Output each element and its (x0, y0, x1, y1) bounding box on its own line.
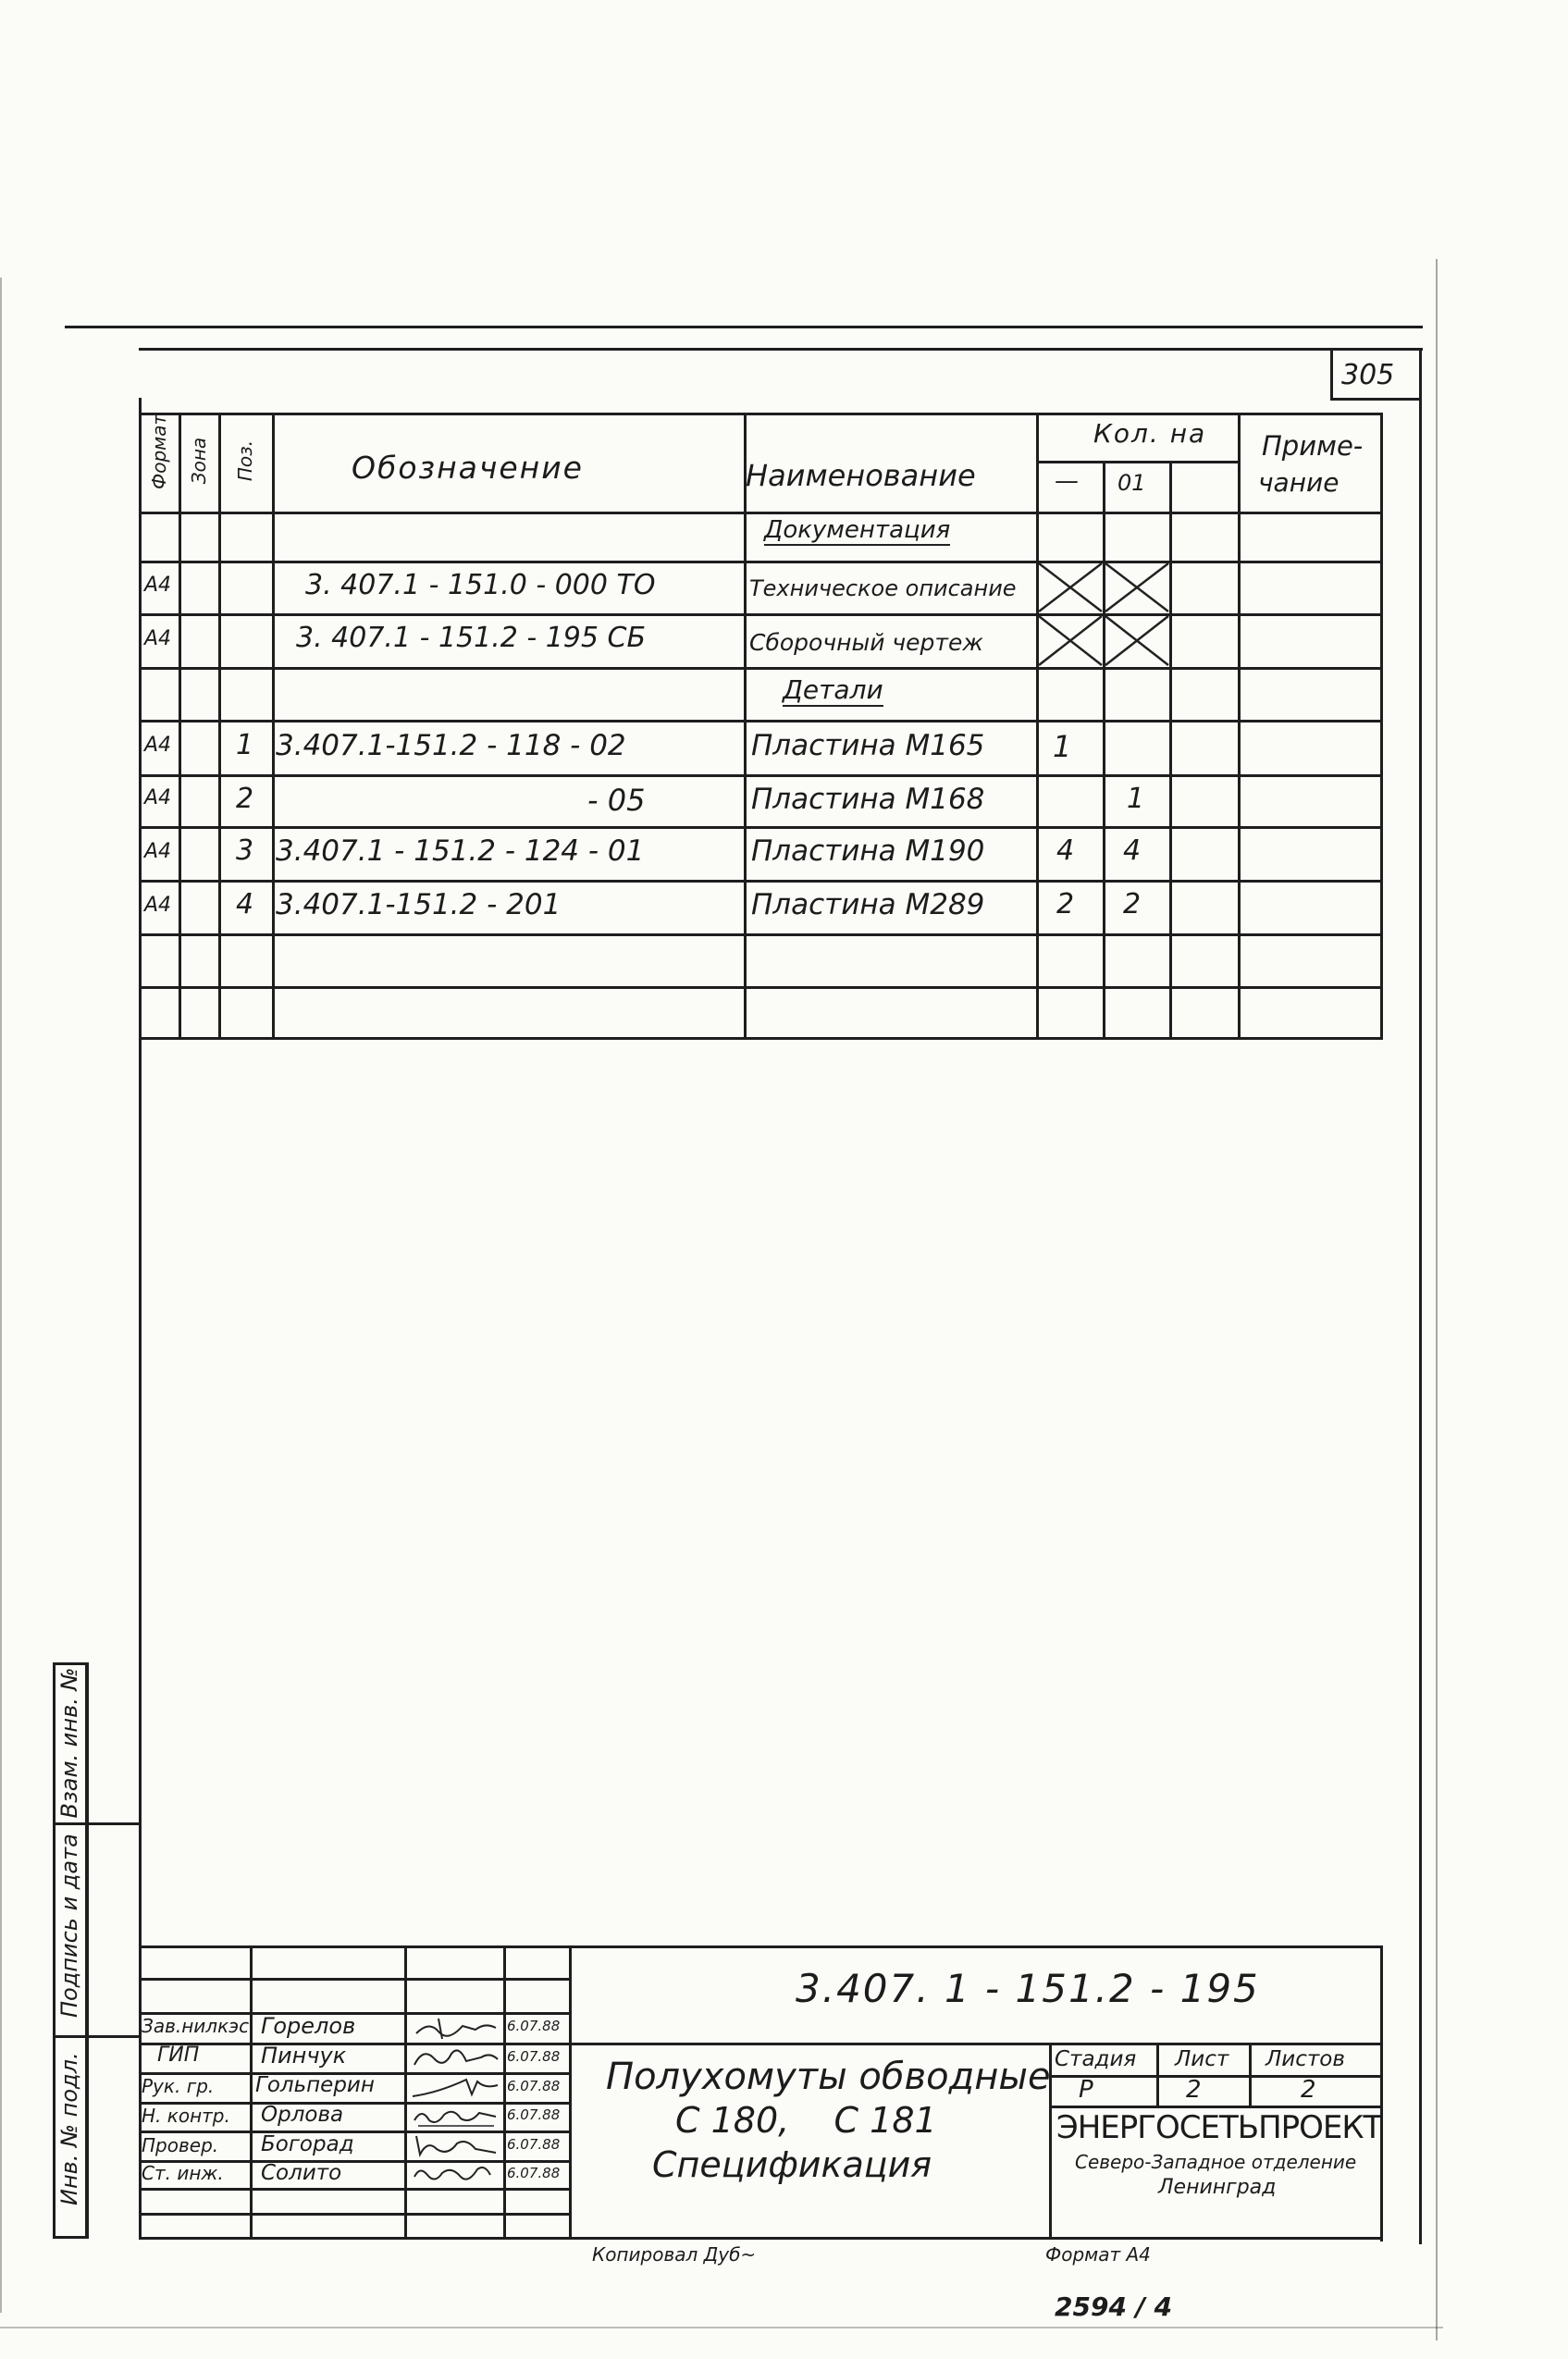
row-qty-2: 1 (1127, 783, 1145, 815)
signature-scribble (411, 2072, 500, 2100)
staff-date: 6.07.88 (507, 2078, 561, 2094)
row-qty-1: 2 (1056, 888, 1075, 920)
staff-name: Гольперин (255, 2073, 375, 2097)
title-line-3: Спецификация (652, 2144, 932, 2185)
staff-date: 6.07.88 (507, 2106, 561, 2123)
qty-sub-line (1036, 461, 1238, 463)
tb-line (139, 2213, 571, 2216)
sheet-value: 2 (1186, 2076, 1202, 2104)
section-documentation: Документация (764, 516, 951, 544)
col-line-qty (1238, 413, 1241, 1040)
scan-edge-right (1436, 259, 1438, 2340)
sheets-value: 2 (1301, 2076, 1316, 2104)
tb-line (139, 2188, 571, 2191)
signature-scribble (411, 2131, 500, 2158)
staff-date: 6.07.88 (507, 2048, 561, 2065)
signature-scribble (411, 2013, 500, 2041)
staff-name: Пинчук (261, 2043, 347, 2069)
header-qty-dash: — (1055, 467, 1079, 495)
staff-name: Солито (261, 2161, 342, 2185)
row-name: Пластина М289 (751, 888, 985, 921)
spec-table (139, 413, 1383, 1040)
row-line (139, 720, 1383, 723)
row-line (139, 986, 1383, 989)
header-qty-01: 01 (1117, 470, 1146, 496)
scan-edge-bottom (0, 2327, 1443, 2328)
row-format: А4 (144, 894, 172, 917)
sheets-label: Листов (1266, 2047, 1345, 2071)
doc-code: 3.407. 1 - 151.2 - 195 (796, 1966, 1260, 2011)
tb-line (139, 2131, 571, 2133)
staff-name: Орлова (261, 2103, 344, 2127)
row-designation: 3. 407.1 - 151.0 - 000 ТО (305, 569, 656, 601)
row-qty-1: 4 (1056, 834, 1075, 867)
signature-scribble (411, 2160, 500, 2188)
header-name: Наименование (746, 458, 976, 493)
staff-role: Провер. (142, 2134, 219, 2156)
row-name: Сборочный чертеж (749, 629, 983, 656)
side-sign-date: Подпись и дата (56, 1834, 82, 2018)
footer-copied: Копировал Дуб~ (592, 2243, 757, 2266)
header-note-1: Приме- (1262, 430, 1364, 462)
staff-role: Н. контр. (142, 2105, 230, 2127)
header-zone: Зона (188, 437, 210, 485)
col-line-pos (272, 413, 275, 1040)
row-line (139, 880, 1383, 883)
row-line (139, 933, 1383, 936)
row-format: А4 (144, 574, 172, 597)
side-stamp-divider (53, 1822, 141, 1825)
header-designation: Обозначение (352, 450, 584, 486)
col-line-q1 (1103, 463, 1105, 1040)
col-line-q2 (1169, 463, 1172, 1040)
staff-date: 6.07.88 (507, 2136, 561, 2153)
row-name: Пластина М165 (751, 729, 985, 762)
cross-mark (1037, 562, 1170, 613)
title-block-right (1380, 1945, 1383, 2242)
sheet-no-divider (1330, 348, 1333, 399)
sheet-number: 305 (1341, 359, 1395, 391)
stage-value: Р (1079, 2076, 1093, 2104)
col-line-name (1036, 413, 1039, 1040)
scan-edge-left (0, 278, 2, 2313)
signature-scribble (411, 2102, 500, 2130)
row-line (139, 613, 1383, 616)
footer-format: Формат А4 (1045, 2243, 1151, 2266)
row-format: А4 (144, 786, 172, 809)
header-pos: Поз. (234, 439, 256, 482)
staff-name: Горелов (261, 2013, 356, 2039)
row-name: Техническое описание (749, 575, 1017, 601)
title-line-1: Полухомуты обводные (606, 2056, 1051, 2098)
tb-col-role (250, 1945, 253, 2240)
row-pos: 2 (236, 783, 254, 815)
row-line (139, 826, 1383, 829)
tb-line (139, 1978, 571, 1981)
cross-mark (1037, 614, 1170, 667)
row-pos: 1 (236, 729, 254, 761)
row-qty-1: 1 (1053, 729, 1072, 764)
col-line-zone (218, 413, 221, 1040)
row-designation: - 05 (587, 783, 646, 818)
tb-col-sign (503, 1945, 506, 2240)
staff-role: Рук. гр. (142, 2075, 215, 2097)
row-format: А4 (144, 627, 172, 650)
stage-label: Стадия (1055, 2047, 1137, 2071)
side-stamp-divider (53, 2035, 141, 2038)
frame-top (139, 348, 1423, 351)
col-line-designation (744, 413, 747, 1040)
tb-col-date (569, 1945, 572, 2240)
row-line (139, 774, 1383, 777)
title-block-bottom (139, 2237, 1383, 2240)
row-designation: 3.407.1-151.2 - 118 - 02 (276, 729, 626, 762)
frame-top-outer (65, 326, 1423, 328)
row-qty-2: 4 (1123, 834, 1142, 867)
archive-number: 2594 / 4 (1055, 2291, 1173, 2322)
row-qty-2: 2 (1123, 888, 1142, 920)
staff-role: Ст. инж. (142, 2162, 224, 2184)
sheet-no-bottom (1330, 398, 1421, 401)
staff-date: 6.07.88 (507, 2165, 561, 2181)
col-line-format (179, 413, 181, 1040)
staff-date: 6.07.88 (507, 2018, 561, 2034)
row-designation: 3.407.1 - 151.2 - 124 - 01 (276, 834, 645, 868)
org-city: Ленинград (1158, 2176, 1277, 2199)
tb-stage-line (1049, 2075, 1382, 2078)
section-details: Детали (783, 674, 883, 705)
header-bottom (139, 512, 1383, 514)
staff-role: ГИП (157, 2044, 200, 2067)
tb-stage-line (1049, 2106, 1382, 2108)
header-qty: Кол. на (1093, 418, 1207, 449)
sheet-label: Лист (1175, 2047, 1229, 2071)
row-line (139, 667, 1383, 670)
org-branch: Северо-Западное отделение (1075, 2151, 1357, 2173)
row-pos: 4 (236, 888, 254, 920)
side-replace: Взам. инв. № (56, 1667, 82, 1819)
header-format: Формат (148, 414, 170, 489)
row-pos: 3 (236, 834, 254, 867)
title-block-top (139, 1945, 1383, 1948)
header-note-2: чание (1258, 467, 1340, 498)
staff-role: Зав.нилкэс (142, 2015, 250, 2037)
org-name: ЭНЕРГОСЕТЬПРОЕКТ (1056, 2109, 1382, 2146)
side-inv-no: Инв. № подл. (56, 2052, 82, 2205)
row-name: Пластина М168 (751, 783, 985, 816)
row-format: А4 (144, 734, 172, 757)
row-name: Пластина М190 (751, 834, 985, 868)
side-stamp-inner (86, 1662, 89, 2239)
staff-name: Богорад (261, 2132, 354, 2156)
signature-scribble (411, 2043, 500, 2070)
frame-right (1419, 348, 1422, 2244)
row-format: А4 (144, 840, 172, 863)
row-designation: 3.407.1-151.2 - 201 (276, 888, 562, 921)
row-line (139, 561, 1383, 563)
title-line-2: С 180, С 181 (675, 2100, 937, 2141)
tb-col-name (404, 1945, 407, 2240)
row-designation: 3. 407.1 - 151.2 - 195 СБ (296, 622, 647, 654)
